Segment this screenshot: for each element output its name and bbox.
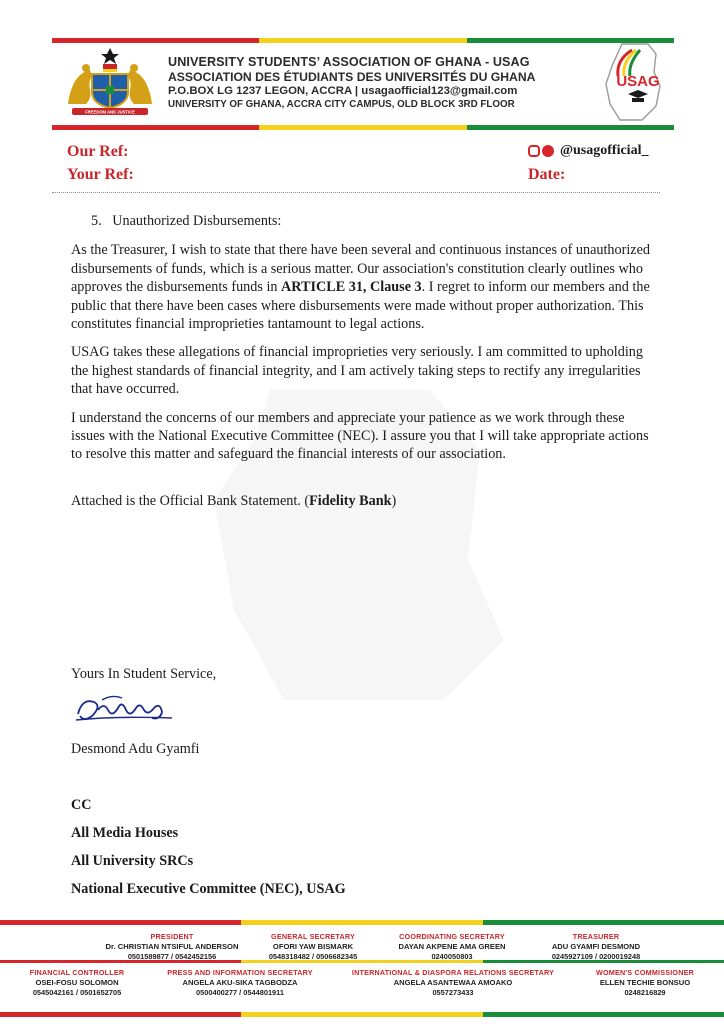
signature-icon (72, 690, 180, 730)
cc-item: All University SRCs (71, 853, 194, 869)
header-divider (52, 192, 660, 193)
paragraph-1-part-1: As the Treasurer, I wish to state that there have been several and continuous instances of unauthorized disbursements of funds, which is a serious matter. Our association's constitution clearly outlines who approves the disbursements funds in (71, 242, 650, 296)
officer-title: INTERNATIONAL & DIASPORA RELATIONS SECRETARY (351, 968, 555, 977)
paragraph-assurance: I understand the concerns of our members and appreciate your patience as we work through these issues with the National Executive Committee (NEC). I assure you that I will take appropriate actions to resolve this matter and safeguard the financial interests of our association. (71, 409, 649, 463)
social-handle-text: @usagofficial_ (560, 143, 649, 158)
office-address: UNIVERSITY OF GHANA, ACCRA CITY CAMPUS, OLD BLOCK 3RD FLOOR (168, 99, 515, 110)
cc-label: CC (71, 797, 92, 813)
officer-name: ANGELA AKU-SIKA TAGBODZA (182, 978, 298, 987)
association-name-french: ASSOCIATION DES ÉTUDIANTS DES UNIVERSITÉS DU GHANA (168, 70, 536, 84)
officer-phone: 0248216829 (624, 988, 666, 997)
signatory-name: Desmond Adu Gyamfi (71, 741, 200, 757)
logo-text: USAG (616, 73, 660, 90)
officer-phone: 0240050803 (431, 952, 473, 961)
header-bottom-bar (52, 125, 674, 130)
officer-title: PRESS AND INFORMATION SECRETARY (167, 968, 313, 977)
officer-name: ANGELA ASANTEWAA AMOAKO (393, 978, 513, 987)
footer-officer (152, 968, 328, 997)
officer-name: OSEI-FOSU SOLOMON (35, 978, 119, 987)
officer-phone: 0501589877 / 0542452156 (127, 952, 217, 961)
officer-name: OFORI YAW BISMARK (272, 942, 354, 951)
twitter-icon (542, 145, 554, 157)
association-name: UNIVERSITY STUDENTS’ ASSOCIATION OF GHANA - USAG (168, 55, 530, 69)
attachment-text: Attached is the Official Bank Statement. ( (71, 492, 310, 509)
footer-officer (84, 932, 260, 961)
footer-bottom-bar (0, 1012, 724, 1017)
footer-officer (250, 932, 376, 961)
attachment-close: ) (391, 492, 397, 509)
officer-title: FINANCIAL CONTROLLER (29, 968, 125, 977)
item-title: Unauthorized Disbursements: (112, 213, 282, 229)
officer-phone: 0545042161 / 0501652705 (32, 988, 122, 997)
footer-officer (528, 932, 664, 961)
officer-name: Dr. CHRISTIAN NTSIFUL ANDERSON (105, 942, 239, 951)
cc-item: National Executive Committee (NEC), USAG (71, 881, 346, 897)
officer-title: COORDINATING SECRETARY (399, 932, 505, 941)
officer-title: GENERAL SECRETARY (271, 932, 355, 941)
letter-body (71, 212, 651, 520)
social-handle (528, 143, 648, 159)
date-label: Date: (528, 166, 566, 183)
officer-title: PRESIDENT (150, 932, 194, 941)
paragraph-disbursements (71, 241, 651, 333)
salutation: Yours In Student Service, (71, 666, 217, 682)
usag-logo-icon (592, 42, 676, 122)
attachment-note (71, 492, 651, 510)
coat-motto: FREEDOM AND JUSTICE (85, 109, 135, 115)
footer-top-bar (0, 920, 724, 925)
footer-officer (582, 968, 708, 997)
officer-phone: 0500400277 / 0544801911 (196, 988, 284, 997)
letterhead-text (168, 55, 598, 111)
header-top-bar (52, 38, 674, 43)
item-number: 5. (91, 213, 102, 229)
officer-title: WOMEN'S COMMISSIONER (596, 968, 694, 977)
our-ref-label: Our Ref: (67, 143, 129, 160)
footer-officer (22, 968, 132, 997)
bank-name: Fidelity Bank (309, 492, 392, 509)
paragraph-1-part-2: . I regret to inform our members and the public that there have been cases where disbursements were made without proper authorization. This constitutes financial improprieties tantamount to legal actions. (71, 279, 650, 333)
postal-address: P.O.BOX LG 1237 LEGON, ACCRA | usagaofficial123@gmail.com (168, 85, 518, 97)
officer-phone: 0557273433 (432, 988, 474, 997)
your-ref-label: Your Ref: (67, 166, 134, 183)
officer-phone: 0548318482 / 0506682345 (268, 952, 358, 961)
officer-name: ADU GYAMFI DESMOND (551, 942, 641, 951)
officer-phone: 0245927109 / 0200019248 (551, 952, 641, 961)
ghana-coat-of-arms-icon (62, 44, 158, 116)
paragraph-commitment: USAG takes these allegations of financial improprieties very seriously. I am committed to upholding the highest standards of financial integrity, and I am actively taking steps to rectify any irregularities that have occurred. (71, 344, 643, 398)
article-reference: ARTICLE 31, Clause 3 (281, 279, 422, 296)
officer-title: TREASURER (572, 932, 620, 941)
officer-name: DAYAN AKPENE AMA GREEN (398, 942, 506, 951)
footer-officer (380, 932, 524, 961)
footer-officer (336, 968, 570, 997)
instagram-icon (528, 145, 540, 157)
item-heading (71, 212, 651, 230)
cc-item: All Media Houses (71, 825, 179, 841)
officer-name: ELLEN TECHIE BONSUO (599, 978, 691, 987)
